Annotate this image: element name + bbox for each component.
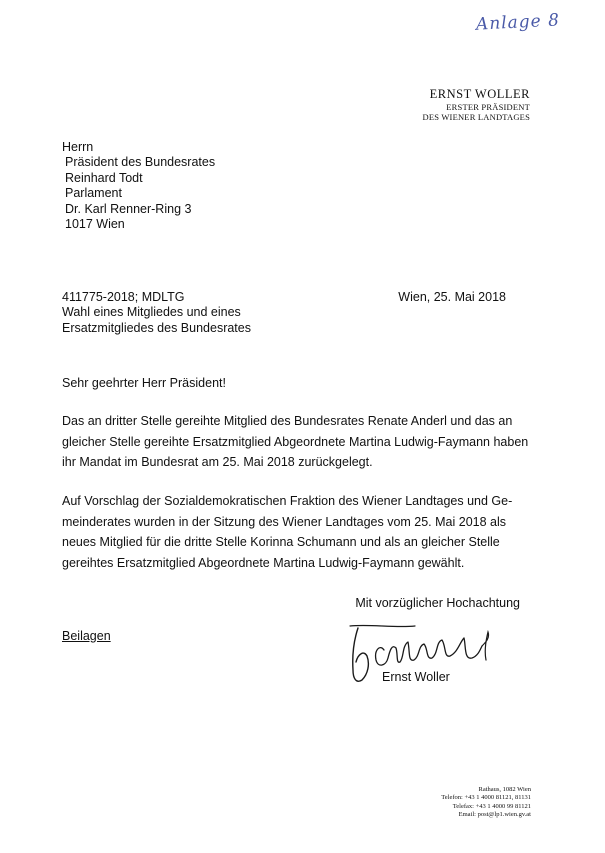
handwritten-annotation: Anlage 8 (475, 10, 561, 35)
reference-number: 411775-2018; MDLTG (62, 290, 185, 304)
footer-contact (380, 786, 531, 819)
paragraph-line: neues Mitglied für die dritte Stelle Korinna Schumann und als an gleicher Stelle (62, 535, 500, 549)
paragraph-line: Das an dritter Stelle gereihte Mitglied des Bundesrates Renate Anderl und das an (62, 414, 513, 428)
paragraph-line: meinderates wurden in der Sitzung des Wiener Landtages vom 25. Mai 2018 als (62, 514, 507, 529)
subject-line: Wahl eines Mitgliedes und eines (62, 305, 241, 320)
recipient-line: Reinhard Todt (65, 170, 143, 185)
recipient-address (62, 140, 215, 232)
body-paragraph-2 (62, 491, 512, 573)
letterhead-title-line1: ERSTER PRÄSIDENT (446, 102, 530, 112)
letterhead (380, 86, 530, 122)
recipient-line: Parlament (65, 186, 122, 201)
footer-line: Telefon: +43 1 4000 81121, 81131 (441, 794, 531, 802)
recipient-line: Herrn (62, 140, 94, 154)
footer-line: Rathaus, 1082 Wien (478, 786, 531, 793)
letter-date: Wien, 25. Mai 2018 (398, 290, 506, 304)
paragraph-line: gereihtes Ersatzmitglied Abgeordnete Martina Ludwig-Faymann gewählt. (62, 555, 465, 570)
recipient-line: 1017 Wien (65, 217, 125, 232)
recipient-line: Dr. Karl Renner-Ring 3 (65, 201, 192, 216)
salutation: Sehr geehrter Herr Präsident! (62, 376, 226, 390)
recipient-line: Präsident des Bundesrates (65, 155, 216, 170)
body-paragraph-1 (62, 411, 529, 473)
closing-phrase: Mit vorzüglicher Hochachtung (355, 596, 520, 610)
paragraph-line: Auf Vorschlag der Sozialdemokratischen Fraktion des Wiener Landtages und Ge- (62, 494, 513, 508)
footer-line: Email: post@lp1.wien.gv.at (458, 810, 531, 818)
signatory-name: Ernst Woller (382, 670, 450, 684)
paragraph-line: ihr Mandat im Bundesrat am 25. Mai 2018 zurückgelegt. (62, 455, 373, 469)
footer-line: Telefax: +43 1 4000 99 81121 (452, 802, 531, 810)
paragraph-line: gleicher Stelle gereihte Ersatzmitglied Abgeordnete Martina Ludwig-Faymann haben (62, 434, 529, 449)
reference-block (62, 290, 251, 336)
letterhead-title-line2: DES WIENER LANDTAGES (422, 112, 530, 122)
subject-line: Ersatzmitgliedes des Bundesrates (62, 320, 251, 335)
attachments-label: Beilagen (62, 629, 111, 643)
letterhead-name: ERNST WOLLER (429, 87, 530, 101)
